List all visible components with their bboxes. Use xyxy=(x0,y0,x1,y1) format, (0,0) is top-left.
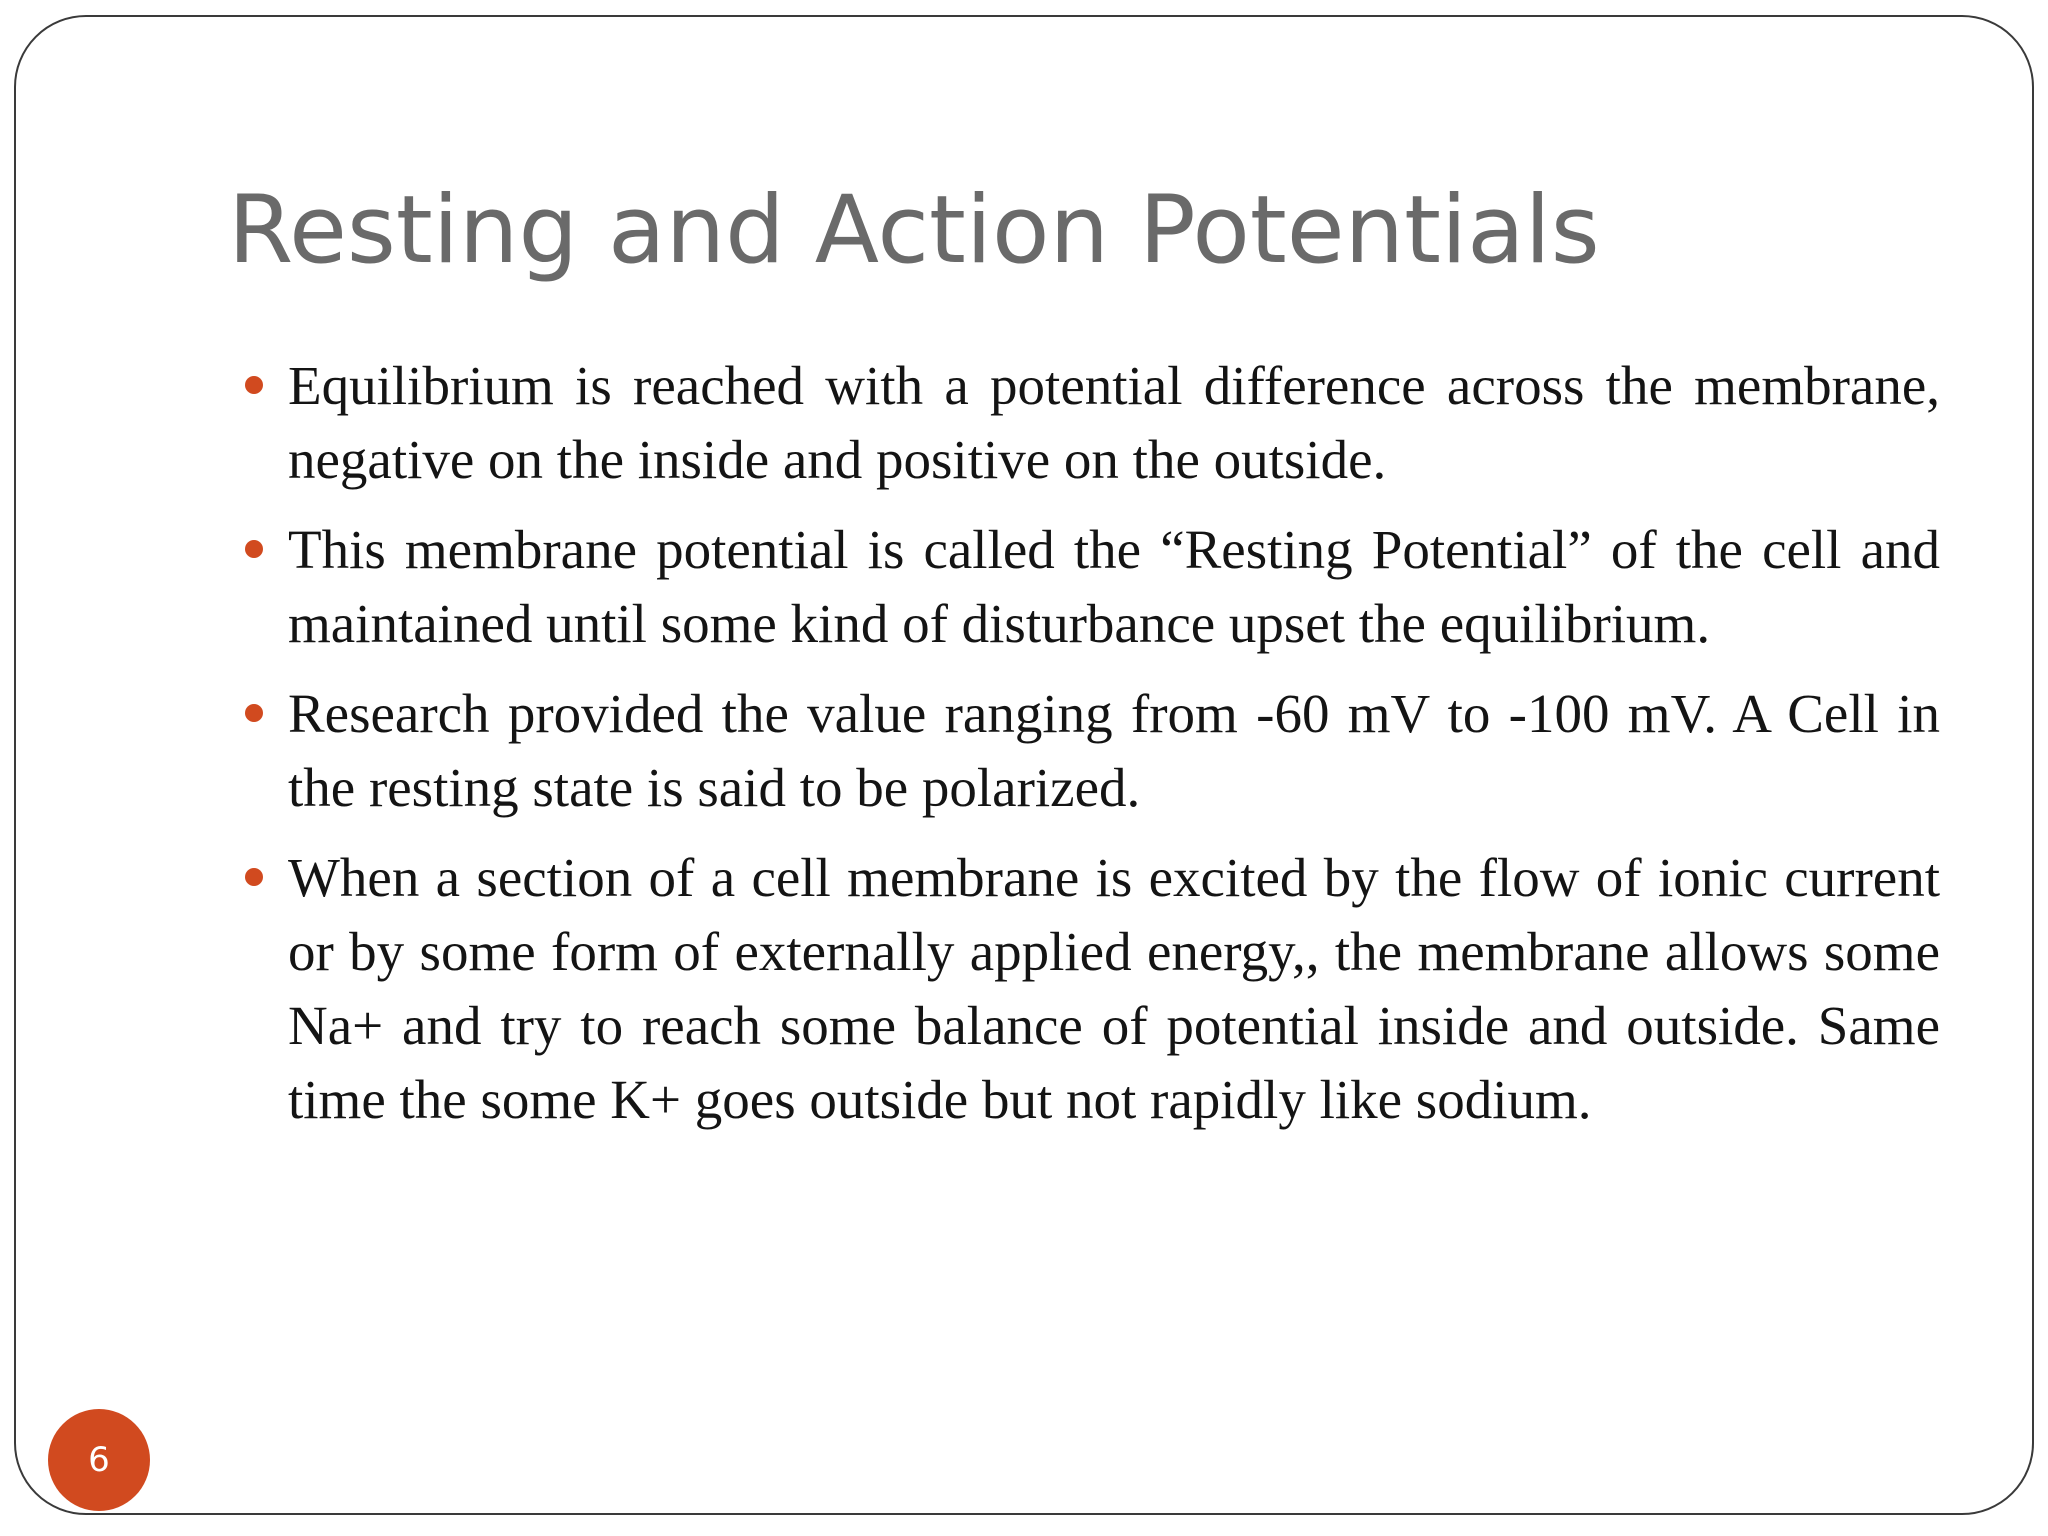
slide-title: Resting and Action Potentials xyxy=(228,176,1600,285)
bullet-text: Research provided the value ranging from -60 mV to -100 mV. A Cell in the resting state is said to be polarized. xyxy=(288,683,1940,818)
bullet-dot-icon xyxy=(245,868,263,886)
bullet-dot-icon xyxy=(245,704,263,722)
bullet-text: This membrane potential is called the “Resting Potential” of the cell and maintained until some kind of disturbance upset the equilibrium. xyxy=(288,519,1940,654)
bullet-item xyxy=(228,349,1940,497)
bullet-item xyxy=(228,677,1940,825)
bullet-list xyxy=(228,349,1940,1153)
bullet-text: When a section of a cell membrane is excited by the flow of ionic current or by some form of externally applied energy,, the membrane allows some Na+ and try to reach some balance of potential inside and outside. Same time the some K+ goes outside but not rapidly like sodium. xyxy=(288,847,1940,1130)
slide-frame xyxy=(14,15,2034,1515)
bullet-dot-icon xyxy=(245,540,263,558)
bullet-item xyxy=(228,513,1940,661)
bullet-item xyxy=(228,841,1940,1137)
bullet-text: Equilibrium is reached with a potential difference across the membrane, negative on the inside and positive on the outside. xyxy=(288,355,1940,490)
page-number-badge xyxy=(48,1409,150,1511)
page-number: 6 xyxy=(88,1440,110,1480)
bullet-dot-icon xyxy=(245,376,263,394)
